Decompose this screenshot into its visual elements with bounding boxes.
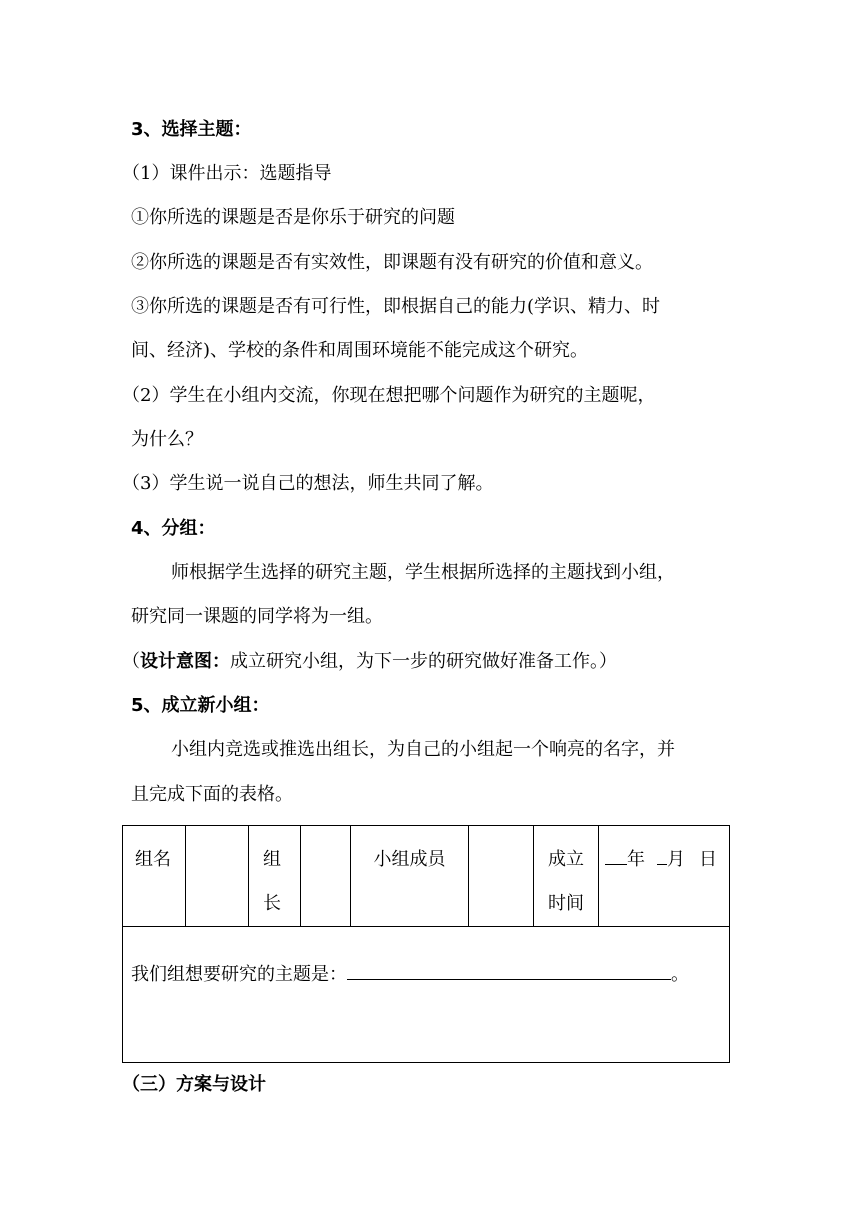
date-year: 年 <box>627 849 645 870</box>
leader-input-cell[interactable] <box>301 826 351 927</box>
design-intent-note <box>122 650 617 674</box>
section4-para-line2: 研究同一课题的同学将为一组。 <box>131 606 383 627</box>
year-blank[interactable] <box>605 864 627 865</box>
founded-label-2: 时间 <box>548 893 584 914</box>
theme-line <box>123 927 729 986</box>
section3-item2: ②你所选的课题是否有实效性，即课题有没有研究的价值和意义。 <box>131 252 653 273</box>
founded-label-cell <box>534 826 599 927</box>
date-month: 月 <box>667 849 685 870</box>
theme-prefix: 我们组想要研究的主题是： <box>131 964 347 985</box>
section4-para-line1: 师根据学生选择的研究主题，学生根据所选择的主题找到小组， <box>171 562 675 583</box>
month-blank[interactable] <box>657 864 667 865</box>
table-row <box>123 927 730 1063</box>
section3-sub2-line1: （2）学生在小组内交流，你现在想把哪个问题作为研究的主题呢， <box>122 385 656 406</box>
members-input-cell[interactable] <box>469 826 534 927</box>
section5-heading: 5、成立新小组： <box>131 695 270 716</box>
section3-sub1: （1）课件出示：选题指导 <box>122 163 332 184</box>
members-label: 小组成员 <box>373 849 446 870</box>
section4-heading: 4、分组： <box>131 518 216 539</box>
group-name-label-cell <box>123 826 186 927</box>
group-name-label: 组名 <box>135 849 171 870</box>
section3-item3-line1: ③你所选的课题是否有可行性，即根据自己的能力(学识、精力、时 <box>131 296 661 317</box>
design-intent-open: （ <box>122 651 140 672</box>
design-intent-label: 设计意图： <box>140 651 230 672</box>
section3-heading: 3、选择主题： <box>131 119 252 140</box>
date-day: 日 <box>699 849 717 870</box>
section3-item3-line2: 间、经济)、学校的条件和周围环境能不能完成这个研究。 <box>131 340 589 361</box>
section-three-heading: （三）方案与设计 <box>122 1074 266 1095</box>
theme-blank[interactable] <box>347 979 671 980</box>
section3-sub2-line2: 为什么？ <box>131 429 203 450</box>
section5-para-line1: 小组内竞选或推选出组长，为自己的小组起一个响亮的名字，并 <box>171 739 675 760</box>
leader-label-2: 长 <box>263 893 281 914</box>
design-intent-text: 成立研究小组，为下一步的研究做好准备工作。） <box>230 651 617 672</box>
founded-label-1: 成立 <box>548 849 584 870</box>
table-row <box>123 826 730 927</box>
leader-label-cell <box>249 826 301 927</box>
leader-label-1: 组 <box>263 849 281 870</box>
group-name-input-cell[interactable] <box>186 826 249 927</box>
theme-cell <box>123 927 730 1063</box>
group-form-table <box>122 825 730 1063</box>
members-label-cell <box>351 826 469 927</box>
section5-para-line2: 且完成下面的表格。 <box>131 784 293 805</box>
theme-suffix: 。 <box>671 964 689 985</box>
section3-item1: ①你所选的课题是否是你乐于研究的问题 <box>131 207 455 228</box>
date-fields <box>599 826 729 882</box>
section3-sub3: （3）学生说一说自己的想法，师生共同了解。 <box>122 473 494 494</box>
date-cell[interactable] <box>599 826 730 927</box>
